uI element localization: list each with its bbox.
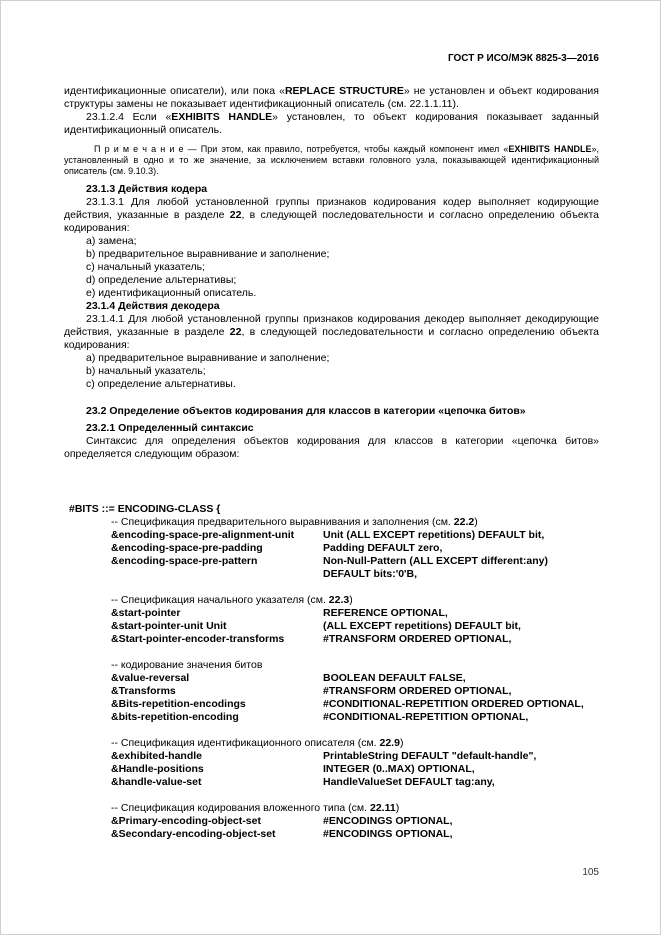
code-field [69, 776, 620, 789]
text: 23.1.4 Действия декодера [86, 300, 220, 312]
field-name: &start-pointer-unit Unit [111, 620, 227, 632]
code-blank-line [69, 581, 620, 594]
text: c) начальный указатель; [86, 261, 206, 273]
field-type: #CONDITIONAL-REPETITION ORDERED OPTIONAL, [323, 698, 584, 710]
field-type: HandleValueSet DEFAULT tag:any, [323, 776, 495, 788]
field-name: &Transforms [111, 685, 176, 697]
section-heading [64, 422, 599, 435]
text: , в следующей последовательности и согласно определению объекта кодирования: [64, 326, 599, 351]
field-type: #TRANSFORM ORDERED OPTIONAL, [323, 633, 512, 645]
field-name: &handle-value-set [111, 776, 202, 788]
field-name: &Secondary-encoding-object-set [111, 828, 276, 840]
field-type: Unit (ALL EXCEPT repetitions) DEFAULT bit, [323, 529, 545, 541]
text: », установленный в одно и то же значение, за исключением вставки головного узла, показывающей идентификационный описатель (см. 9.10.3). [64, 144, 599, 176]
paragraph [64, 111, 599, 137]
comment-text: ) [349, 594, 353, 606]
field-type: PrintableString DEFAULT "default-handle", [323, 750, 537, 762]
section-heading [64, 300, 599, 313]
text: b) предварительное выравнивание и заполнение; [86, 248, 330, 260]
section-heading [64, 405, 599, 418]
code-field [69, 620, 620, 633]
clause-reference: 22.9 [379, 737, 400, 749]
code-field [69, 633, 620, 646]
code-field [69, 763, 620, 776]
code-field [69, 607, 620, 620]
field-type: #ENCODINGS OPTIONAL, [323, 828, 453, 840]
code-blank-line [69, 789, 620, 802]
comment-text: -- Спецификация кодирования вложенного типа (см. [111, 802, 370, 814]
document-header: ГОСТ Р ИСО/МЭК 8825-3—2016 [447, 53, 599, 64]
field-name: &value-reversal [111, 672, 190, 684]
text: a) предварительное выравнивание и заполнение; [86, 352, 330, 364]
list-item [64, 261, 599, 274]
code-field [69, 685, 620, 698]
paragraph [64, 435, 599, 461]
text: 23.2 Определение объектов кодирования для классов в категории «цепочка битов» [86, 405, 526, 417]
bold-text: EXHIBITS HANDLE [508, 144, 592, 154]
text: » не установлен и объект кодирования структуры замены не показывает идентификационный описатель (см. 22.1.1.11). [64, 85, 599, 110]
code-comment [69, 516, 620, 529]
code-field [69, 698, 620, 711]
field-name: &encoding-space-pre-pattern [111, 555, 258, 567]
bold-text: REPLACE STRUCTURE [284, 85, 404, 97]
field-name: &Bits-repetition-encodings [111, 698, 246, 710]
list-item [64, 365, 599, 378]
bold-text: 22 [229, 326, 242, 338]
code-field [69, 815, 620, 828]
list-item [64, 248, 599, 261]
comment-text: ) [474, 516, 478, 528]
code-comment [69, 659, 620, 672]
field-type: #CONDITIONAL-REPETITION OPTIONAL, [323, 711, 529, 723]
paragraph [64, 313, 599, 352]
comment-text: -- кодирование значения битов [111, 659, 263, 671]
asn1-code-block [69, 503, 620, 841]
paragraph [64, 196, 599, 235]
field-type: (ALL EXCEPT repetitions) DEFAULT bit, [323, 620, 521, 632]
code-field [69, 828, 620, 841]
list-item [64, 378, 599, 391]
field-type: INTEGER (0..MAX) OPTIONAL, [323, 763, 475, 775]
list-item [64, 352, 599, 365]
code-comment [69, 594, 620, 607]
code-field [69, 672, 620, 685]
field-name: &start-pointer [111, 607, 181, 619]
field-type: #TRANSFORM ORDERED OPTIONAL, [323, 685, 512, 697]
text: d) определение альтернативы; [86, 274, 237, 286]
list-item [64, 274, 599, 287]
field-name: &encoding-space-pre-padding [111, 542, 263, 554]
text: 23.1.3.1 Для любой установленной группы признаков кодирования кодер выполняет кодирующие действия, указанные в разделе [64, 196, 599, 221]
code-blank-line [69, 646, 620, 659]
code-blank-line [69, 724, 620, 737]
document-body [64, 85, 599, 461]
field-type: Padding DEFAULT zero, [323, 542, 443, 554]
code-field [69, 555, 620, 568]
text: идентификационные описатели), или пока « [64, 85, 285, 97]
field-name: &encoding-space-pre-alignment-unit [111, 529, 295, 541]
text: 23.1.4.1 Для любой установленной группы признаков кодирования декодер выполняет декодирующие действия, указанные в разделе [64, 313, 599, 338]
code-field [69, 542, 620, 555]
field-type: #ENCODINGS OPTIONAL, [323, 815, 453, 827]
code-comment [69, 737, 620, 750]
comment-text: -- Спецификация идентификационного описателя (см. [111, 737, 380, 749]
text: 23.1.3 Действия кодера [86, 183, 208, 195]
bold-text: 22 [229, 209, 242, 221]
clause-reference: 22.11 [369, 802, 396, 814]
code-field [69, 711, 620, 724]
comment-text: -- Спецификация предварительного выравнивания и заполнения (см. [111, 516, 454, 528]
clause-reference: 22.2 [453, 516, 475, 528]
text: b) начальный указатель; [86, 365, 206, 377]
code-continuation: DEFAULT bits:'0'B, [323, 568, 418, 580]
text: Синтаксис для определения объектов кодирования для классов в категории «цепочка битов» определяется следующим образом: [64, 435, 599, 460]
text: П р и м е ч а н и е — При этом, как правило, потребуется, чтобы каждый компонент имел « [94, 144, 509, 154]
clause-reference: 22.3 [328, 594, 350, 606]
code-field [69, 750, 620, 763]
page-number: 105 [582, 867, 599, 878]
bold-text: EXHIBITS HANDLE [171, 111, 273, 123]
list-item [64, 235, 599, 248]
section-heading [64, 183, 599, 196]
text: c) определение альтернативы. [86, 378, 236, 390]
field-type: Non-Null-Pattern (ALL EXCEPT different:any) [323, 555, 548, 567]
field-name: &Primary-encoding-object-set [111, 815, 261, 827]
text: e) идентификационный описатель. [86, 287, 257, 299]
comment-text: -- Спецификация начального указателя (см. [111, 594, 329, 606]
text: » установлен, то объект кодирования показывает заданный идентификационный описатель. [64, 111, 599, 136]
comment-text: ) [399, 737, 404, 749]
paragraph [64, 85, 599, 111]
field-name: &exhibited-handle [111, 750, 203, 762]
text: 23.2.1 Определенный синтаксис [86, 422, 254, 434]
field-type: BOOLEAN DEFAULT FALSE, [323, 672, 466, 684]
field-type: REFERENCE OPTIONAL, [323, 607, 448, 619]
list-item [64, 287, 599, 300]
text: 23.1.2.4 Если « [86, 111, 172, 123]
field-name: &Handle-positions [111, 763, 204, 775]
text: a) замена; [86, 235, 137, 247]
code-declaration: #BITS ::= ENCODING-CLASS { [69, 503, 221, 515]
comment-text: ) [395, 802, 400, 814]
code-comment [69, 802, 620, 815]
note [64, 144, 599, 177]
field-name: &bits-repetition-encoding [111, 711, 239, 723]
text: , в следующей последовательности и согласно определению объекта кодирования: [64, 209, 599, 234]
code-field [69, 529, 620, 542]
field-name: &Start-pointer-encoder-transforms [111, 633, 285, 645]
